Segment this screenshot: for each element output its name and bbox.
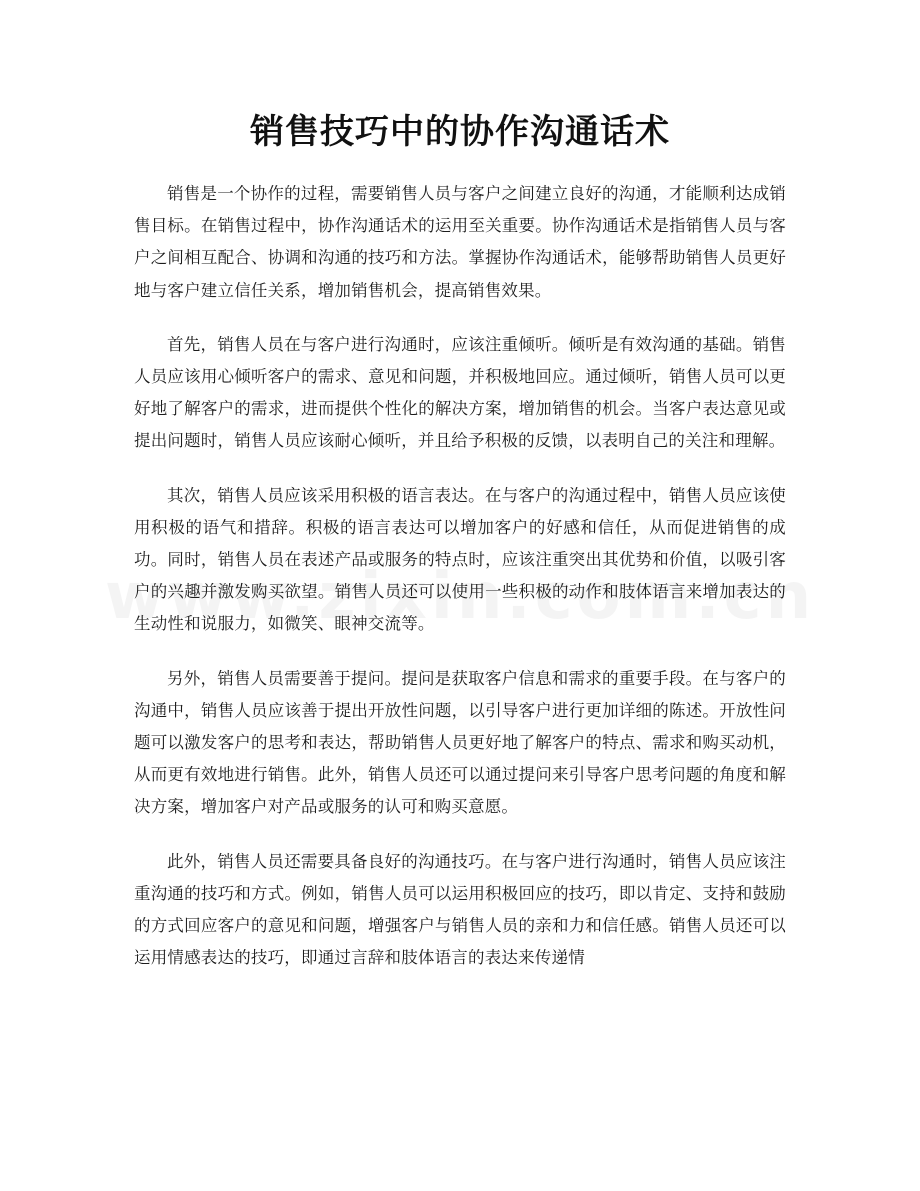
document-body [134, 178, 786, 996]
document-title: 销售技巧中的协作沟通话术 [250, 112, 670, 152]
paragraph-3: 其次，销售人员应该采用积极的语言表达。在与客户的沟通过程中，销售人员应该使用积极的语气和措辞。积极的语言表达可以增加客户的好感和信任，从而促进销售的成功。同时，销售人员在表述产品或服务的特点时，应该注重突出其优势和价值，以吸引客户的兴趣并激发购买欲望。销售人员还可以使用一些积极的动作和肢体语言来增加表达的生动性和说服力，如微笑、眼神交流等。 [134, 485, 786, 634]
paragraph-4: 另外，销售人员需要善于提问。提问是获取客户信息和需求的重要手段。在与客户的沟通中，销售人员应该善于提出开放性问题，以引导客户进行更加详细的陈述。开放性问题可以激发客户的思考和表达，帮助销售人员更好地了解客户的特点、需求和购买动机，从而更有效地进行销售。此外，销售人员还可以通过提问来引导客户思考问题的角度和解决方案，增加客户对产品或服务的认可和购买意愿。 [134, 668, 786, 817]
paragraph-1: 销售是一个协作的过程，需要销售人员与客户之间建立良好的沟通，才能顺利达成销售目标。在销售过程中，协作沟通话术的运用至关重要。协作沟通话术是指销售人员与客户之间相互配合、协调和沟通的技巧和方法。掌握协作沟通话术，能够帮助销售人员更好地与客户建立信任关系，增加销售机会，提高销售效果。 [134, 184, 786, 300]
paragraph-2: 首先，销售人员在与客户进行沟通时，应该注重倾听。倾听是有效沟通的基础。销售人员应该用心倾听客户的需求、意见和问题，并积极地回应。通过倾听，销售人员可以更好地了解客户的需求，进而提供个性化的解决方案，增加销售的机会。当客户表达意见或提出问题时，销售人员应该耐心倾听，并且给予积极的反馈，以表明自己的关注和理解。 [134, 334, 786, 451]
paragraph-5: 此外，销售人员还需要具备良好的沟通技巧。在与客户进行沟通时，销售人员应该注重沟通的技巧和方式。例如，销售人员可以运用积极回应的技巧，即以肯定、支持和鼓励的方式回应客户的意见和问题，增强客户与销售人员的亲和力和信任感。销售人员还可以运用情感表达的技巧，即通过言辞和肢体语言的表达来传递情 [134, 851, 786, 968]
